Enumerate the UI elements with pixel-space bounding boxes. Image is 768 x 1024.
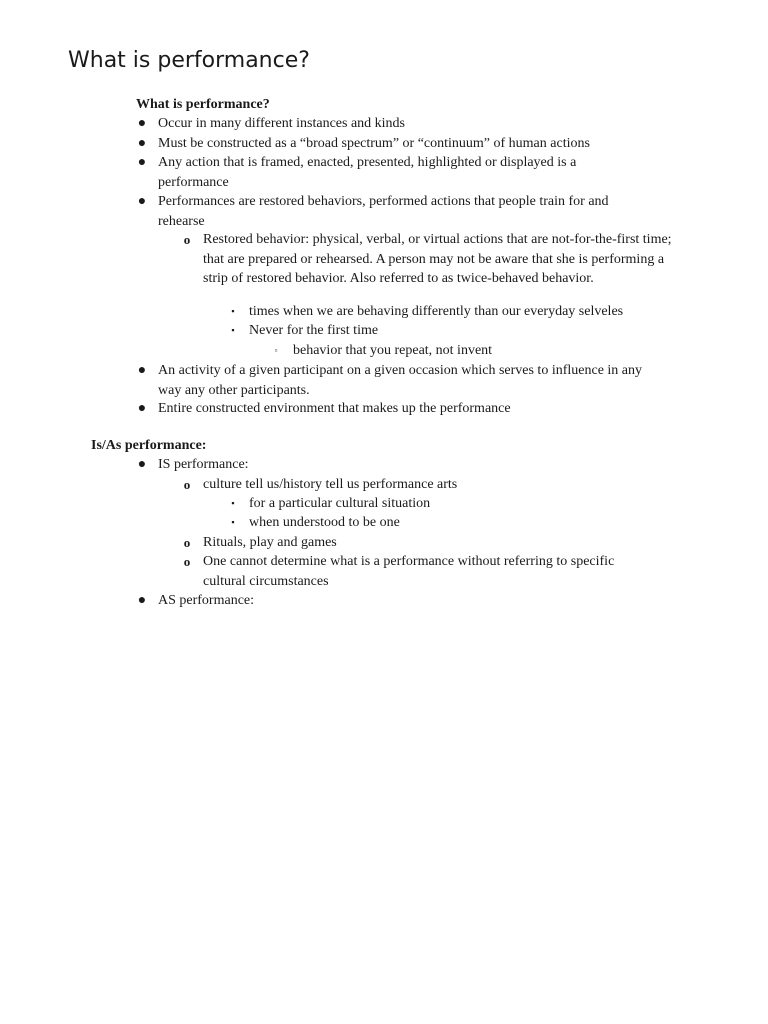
list-item — [231, 321, 669, 341]
list-item-text: Never for the first time — [249, 323, 379, 338]
list-item — [137, 192, 658, 231]
circle-bullet-icon: o — [183, 554, 191, 569]
hollow-square-bullet-icon: ▫ — [274, 346, 278, 355]
list-item — [137, 134, 670, 154]
list-item — [137, 455, 670, 475]
list-item-text: One cannot determine what is a performance without referring to specific cultural circumstances — [203, 554, 615, 589]
section-heading-is-as-performance: Is/As performance: — [91, 438, 207, 453]
list-item-text: Restored behavior: physical, verbal, or virtual actions that are not-for-the-first time; that are prepared or rehearsed. A person may not be aware that she is performing a strip of restored behavior. Also referred to as twice-behaved behavior. — [203, 232, 672, 286]
bullet-icon: ● — [137, 136, 147, 151]
bullet-icon: ● — [137, 593, 147, 608]
list-item-text: AS performance: — [158, 593, 255, 608]
section-heading-what-is-performance: What is performance? — [136, 97, 270, 112]
bullet-icon: ● — [137, 116, 147, 131]
list-item-text: Occur in many different instances and kinds — [158, 116, 406, 131]
list-item-text: Rituals, play and games — [203, 535, 337, 550]
list-item — [183, 475, 675, 495]
square-bullet-icon: ▪ — [231, 517, 235, 527]
square-bullet-icon: ▪ — [231, 306, 235, 316]
bullet-icon: ● — [137, 194, 147, 209]
list-item-text: Entire constructed environment that makes up the performance — [158, 401, 511, 416]
bullet-icon: ● — [137, 457, 147, 472]
list-item — [137, 591, 670, 611]
circle-bullet-icon: o — [183, 477, 191, 492]
circle-bullet-icon: o — [183, 535, 191, 550]
list-item-text: Must be constructed as a “broad spectrum” or “continuum” of human actions — [158, 136, 590, 151]
list-item — [137, 361, 664, 400]
list-item — [137, 114, 670, 134]
bullet-icon: ● — [137, 363, 147, 378]
list-item-text: for a particular cultural situation — [249, 496, 431, 511]
list-item-text: An activity of a given participant on a given occasion which serves to influence in any way any other participants. — [158, 363, 643, 398]
circle-bullet-icon: o — [183, 232, 191, 247]
list-item — [274, 341, 673, 361]
list-item-text: times when we are behaving differently than our everyday selveles — [249, 304, 624, 319]
list-item-text: behavior that you repeat, not invent — [293, 343, 493, 358]
list-item — [183, 552, 651, 591]
list-item-text: culture tell us/history tell us performance arts — [203, 477, 458, 492]
list-item — [137, 153, 628, 192]
list-item — [231, 494, 669, 514]
list-item — [231, 302, 669, 322]
page-title: What is performance? — [68, 48, 310, 73]
bullet-icon: ● — [137, 155, 147, 170]
list-item-text: IS performance: — [158, 457, 249, 472]
list-item-text: Performances are restored behaviors, performed actions that people train for and rehearse — [158, 194, 609, 229]
list-item — [183, 533, 675, 553]
list-item — [231, 513, 669, 533]
list-item — [137, 399, 670, 419]
bullet-icon: ● — [137, 401, 147, 416]
list-item-text: Any action that is framed, enacted, presented, highlighted or displayed is a performance — [158, 155, 577, 190]
square-bullet-icon: ▪ — [231, 325, 235, 335]
list-item-text: when understood to be one — [249, 515, 400, 530]
square-bullet-icon: ▪ — [231, 498, 235, 508]
list-item — [183, 230, 675, 289]
